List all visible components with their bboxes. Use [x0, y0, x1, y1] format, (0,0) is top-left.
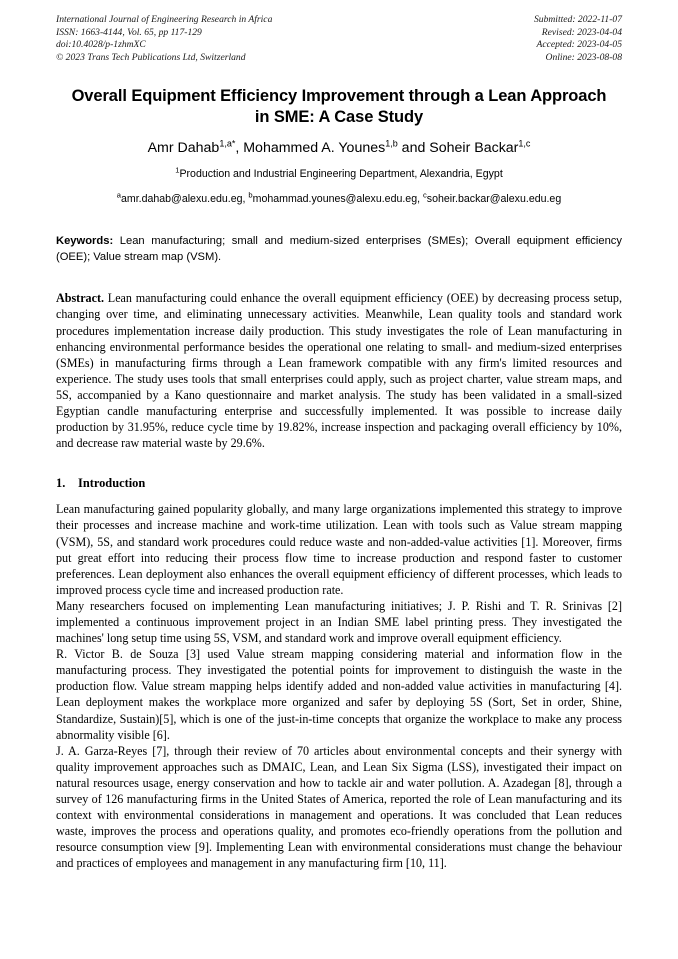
section-heading-introduction [56, 475, 622, 491]
date-online: Online: 2023-08-08 [545, 51, 622, 63]
page-title [56, 86, 622, 128]
title-line-2: in SME: A Case Study [254, 108, 424, 127]
journal-header [56, 14, 622, 64]
email-separator: , [242, 193, 249, 206]
affiliation-marker: 1 [175, 165, 180, 175]
abstract-block [56, 290, 622, 451]
section-number: 1. [56, 476, 66, 491]
author-separator: , [235, 140, 244, 157]
author-affiliation-marker: 1,a* [219, 138, 236, 149]
keywords-text: Lean manufacturing; small and medium-sized enterprises (SMEs); Overall equipment efficiency (OEE); Value stream map (VSM). [56, 235, 622, 263]
author-name: Amr Dahab [147, 140, 220, 157]
date-submitted: Submitted: 2022-11-07 [533, 14, 622, 25]
email-marker: b [248, 190, 253, 200]
email-address[interactable]: soheir.backar@alexu.edu.eg [426, 193, 562, 206]
author-affiliation-marker: 1,b [385, 138, 398, 149]
abstract-text: Lean manufacturing could enhance the overall equipment efficiency (OEE) by decreasing process setup, changing over time, and eliminating unnecessary activities. Meanwhile, Lean quality tools and standard work procedures implementation increase daily production. This study investigates the role of Lean manufacturing in enhancing environmental performance besides the operational one relating to small- and medium-sized enterprises (SMEs) in manufacturing firms through a Lean framework compatible with any firm's limited resources and experience. The study uses tools that small enterprises could apply, such as project charter, value stream maps, and 5S, accompanied by a Kano questionnaire and market analysis. The study has been validated in a small-sized Egyptian candle manufacturing enterprise and successfully implemented. It was possible to increase daily production by 31.95%, reduce cycle time by 19.82%, increase inspection and packaging overall efficiency by 10%, and decrease raw material waste by 29.6%. [56, 291, 622, 451]
title-line-1: Overall Equipment Efficiency Improvement through a Lean Approach [71, 87, 607, 106]
author-emails [56, 192, 622, 206]
email-address[interactable]: mohammad.younes@alexu.edu.eg [252, 193, 418, 206]
journal-copyright: © 2023 Trans Tech Publications Ltd, Switzerland [56, 51, 246, 63]
keywords-label: Keywords: [56, 235, 114, 248]
journal-header-right [534, 14, 622, 64]
date-accepted: Accepted: 2023-04-05 [536, 39, 622, 51]
author-name: Mohammed A. Younes [243, 140, 386, 157]
paragraph: Lean manufacturing gained popularity globally, and many large organizations implemented this strategy to improve their processes and increase machine and work-time utilization. Lean with tools such as Value stream mapping (VSM), 5S, and standard work procedures could reduce waste and non-added-value activities [1]. Moreover, firms put great effort into reducing their process flow time to increase production and respond faster to customer preferences. Lean deployment also enhances the overall equipment efficiency of different processes, which leads to improved process cycle time and increased production rate. [56, 502, 622, 597]
paragraph: R. Victor B. de Souza [3] used Value stream mapping considering material and information flow in the manufacturing process. They investigated the potential points for improvement to distinguish the waste in the production flow. Value stream mapping helps identify added and non-added value activities in manufacturing [4]. Lean deployment makes the workplace more organized and safer by deploying 5S (Sort, Set in order, Shine, Standardize, Sustain)[5], which is one of the just-in-time concepts that organize the workplace to make any process abnormality visible [6]. [56, 647, 622, 742]
affiliation [56, 167, 622, 181]
section-title: Introduction [78, 476, 146, 491]
journal-header-left [56, 14, 272, 64]
date-revised: Revised: 2023-04-04 [541, 26, 622, 38]
journal-name: International Journal of Engineering Research in Africa [56, 14, 273, 25]
journal-doi: doi:10.4028/p-1zhmXC [56, 39, 146, 51]
paragraph: Many researchers focused on implementing Lean manufacturing initiatives; J. P. Rishi and T. R. Srinivas [2] implemented a continuous improvement project in an Indian SME label printing press. They investigated the machines' long setup time using 5S, VSM, and standard work and improve overall equipment efficiency. [56, 598, 622, 646]
author-separator: and [397, 140, 430, 157]
abstract-label: Abstract. [56, 291, 105, 306]
email-marker: c [422, 190, 427, 200]
affiliation-text: Production and Industrial Engineering Department, Alexandria, Egypt [179, 168, 503, 181]
author-list [56, 139, 622, 157]
keywords-block [56, 234, 622, 265]
author-affiliation-marker: 1,c [518, 138, 531, 149]
author-name: Soheir Backar [429, 140, 519, 157]
page-content [56, 14, 622, 871]
email-marker: a [116, 190, 121, 200]
email-separator: , [417, 193, 423, 206]
paragraph: J. A. Garza-Reyes [7], through their review of 70 articles about environmental concepts and their synergy with quality improvement approaches such as DMAIC, Lean, and Lean Six Sigma (LSS), investigated their impact on natural resources usage, energy conservation and how to tackle air and water pollution. A. Azadegan [8], through a survey of 126 manufacturing firms in the United States of America, reported the role of Lean manufacturing and its context with environmental considerations in management and operations. It was concluded that Lean reduces waste, improves the process and operations quality, and promotes eco-friendly operations from the pollution and resource consumption view [9]. Implementing Lean with environmental considerations must change the behaviour and practices of employees and management in any manufacturing firm [10, 11]. [56, 743, 622, 871]
journal-issn-volume: ISSN: 1663-4144, Vol. 65, pp 117-129 [56, 26, 202, 38]
email-address[interactable]: amr.dahab@alexu.edu.eg [121, 193, 243, 206]
section-body-introduction [56, 501, 622, 871]
